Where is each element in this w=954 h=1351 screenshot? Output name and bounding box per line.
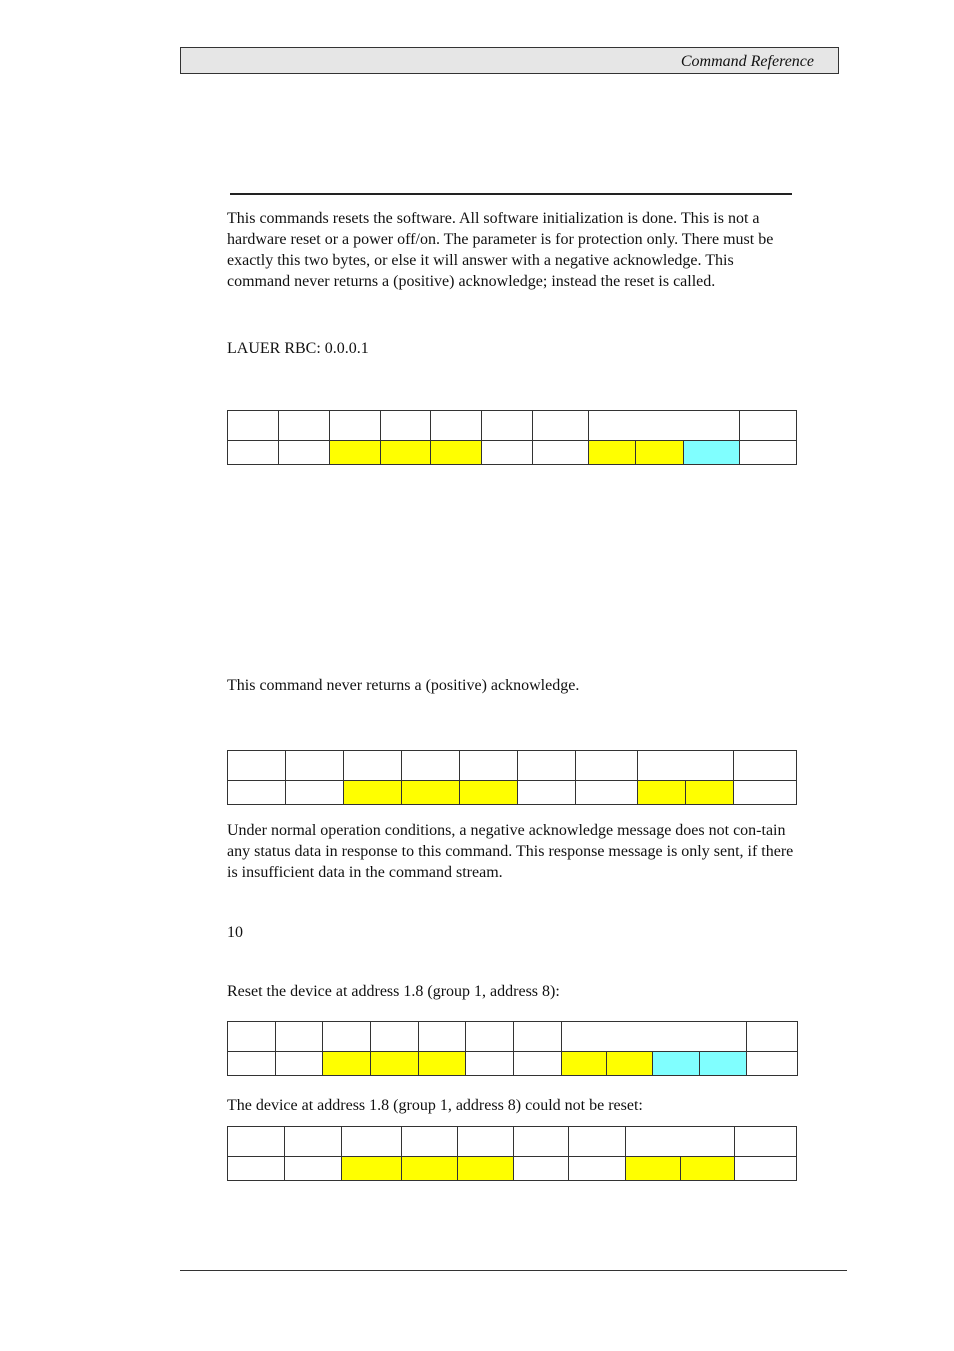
frame-cell <box>466 1022 514 1052</box>
frame-cell <box>323 1022 371 1052</box>
frame-cell <box>518 751 576 781</box>
frame-cell <box>371 1022 419 1052</box>
header-title: Command Reference <box>680 53 814 70</box>
frame-cell <box>276 1022 323 1052</box>
frame-cell <box>576 781 638 805</box>
section-rule <box>230 193 792 195</box>
frame-cell <box>228 1022 276 1052</box>
frame-cell <box>576 751 638 781</box>
example2-frame-table <box>227 1126 797 1181</box>
frame-cell <box>228 1052 276 1076</box>
frame-cell <box>569 1157 626 1181</box>
negative-ack-paragraph: Under normal operation conditions, a negative acknowledge message does not con-tain any status data in response to this command. This response message is only sent, if there is insufficient data in the command stream. <box>227 822 794 881</box>
frame-cell-highlight <box>458 1157 514 1181</box>
frame-cell <box>460 751 518 781</box>
frame-cell <box>514 1127 569 1157</box>
frame-cell <box>533 441 589 465</box>
frame-cell <box>734 751 797 781</box>
frame-cell <box>735 1127 797 1157</box>
footer-rule <box>180 1270 847 1271</box>
frame-cell-parameter <box>684 441 740 465</box>
frame-cell <box>514 1157 569 1181</box>
page-number: 10 <box>227 924 243 941</box>
frame-cell <box>458 1127 514 1157</box>
frame-cell-highlight <box>681 1157 735 1181</box>
frame-cell <box>740 441 797 465</box>
intro-paragraph: This commands resets the software. All software initialization is done. This is not a hardware reset or a power off/on. The parameter is for protection only. There must be exactly this two bytes, or else it will answer with a negative acknowledge. This command never returns a (positive) acknowledge; instead the reset is called. <box>227 210 774 290</box>
frame-cell <box>747 1052 798 1076</box>
frame-cell <box>514 1022 562 1052</box>
frame-cell-highlight <box>402 781 460 805</box>
frame-cell <box>279 411 330 441</box>
frame-cell <box>431 411 482 441</box>
frame-cell <box>228 751 286 781</box>
frame-cell <box>286 781 344 805</box>
frame-cell-highlight <box>330 441 381 465</box>
frame-cell-highlight <box>589 441 636 465</box>
frame-cell-highlight <box>344 781 402 805</box>
frame-cell <box>514 1052 562 1076</box>
frame-cell <box>533 411 589 441</box>
frame-cell-highlight <box>381 441 431 465</box>
frame-cell <box>569 1127 626 1157</box>
frame-cell-highlight <box>636 441 684 465</box>
frame-cell-highlight <box>323 1052 371 1076</box>
response-note: This command never returns a (positive) acknowledge. <box>227 677 580 694</box>
frame-cell <box>735 1157 797 1181</box>
frame-cell-highlight <box>371 1052 419 1076</box>
frame-cell-highlight <box>562 1052 607 1076</box>
frame-data-header-cell <box>589 411 740 441</box>
frame-cell <box>228 781 286 805</box>
frame-data-header-cell <box>626 1127 735 1157</box>
frame-cell-parameter <box>653 1052 700 1076</box>
frame-cell <box>330 411 381 441</box>
frame-cell-highlight <box>460 781 518 805</box>
frame-cell-highlight <box>419 1052 466 1076</box>
frame-cell <box>482 411 533 441</box>
example1-frame-table <box>227 1021 798 1076</box>
frame-cell <box>286 751 344 781</box>
version-text: LAUER RBC: 0.0.0.1 <box>227 340 369 357</box>
frame-cell <box>419 1022 466 1052</box>
frame-cell <box>276 1052 323 1076</box>
frame-cell-highlight <box>607 1052 653 1076</box>
frame-cell <box>342 1127 402 1157</box>
frame-cell-parameter <box>700 1052 747 1076</box>
frame-cell-highlight <box>402 1157 458 1181</box>
example1-caption: Reset the device at address 1.8 (group 1, address 8): <box>227 983 560 1000</box>
frame-cell-highlight <box>626 1157 681 1181</box>
frame-data-header-cell <box>562 1022 747 1052</box>
header-bar <box>180 47 839 74</box>
command-frame-table <box>227 410 797 465</box>
example2-caption: The device at address 1.8 (group 1, address 8) could not be reset: <box>227 1097 643 1114</box>
frame-cell <box>285 1127 342 1157</box>
frame-cell <box>747 1022 798 1052</box>
frame-data-header-cell <box>638 751 734 781</box>
frame-cell <box>734 781 797 805</box>
frame-cell <box>402 1127 458 1157</box>
frame-cell <box>285 1157 342 1181</box>
frame-cell <box>518 781 576 805</box>
frame-cell <box>402 751 460 781</box>
frame-cell <box>228 441 279 465</box>
frame-cell <box>466 1052 514 1076</box>
frame-cell <box>381 411 431 441</box>
frame-cell <box>228 1157 285 1181</box>
frame-cell <box>228 1127 285 1157</box>
frame-cell-highlight <box>638 781 686 805</box>
frame-cell-highlight <box>431 441 482 465</box>
frame-cell-highlight <box>686 781 734 805</box>
response-frame-table <box>227 750 797 805</box>
frame-cell <box>482 441 533 465</box>
frame-cell-highlight <box>342 1157 402 1181</box>
frame-cell <box>228 411 279 441</box>
frame-cell <box>740 411 797 441</box>
frame-cell <box>279 441 330 465</box>
frame-cell <box>344 751 402 781</box>
